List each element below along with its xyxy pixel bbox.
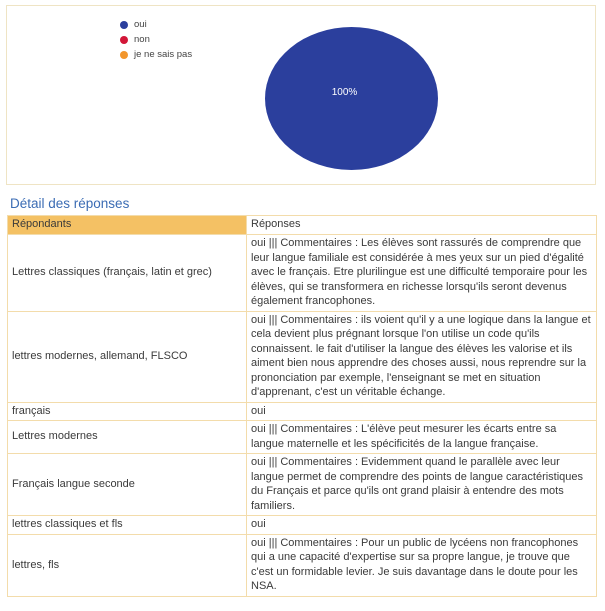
table-header-row: [8, 216, 597, 235]
col-header-reponses: Réponses: [247, 216, 597, 235]
legend-label: je ne sais pas: [134, 49, 193, 60]
pie-data-label: 100%: [331, 87, 358, 98]
col-header-repondants: Répondants: [8, 216, 247, 235]
response-cell: oui ||| Commentaires : L'élève peut mesurer les écarts entre sa langue maternelle et les spécificités de la langue française.: [247, 421, 597, 454]
response-cell: oui: [247, 402, 597, 421]
respondent-cell: lettres, fls: [8, 534, 247, 596]
response-cell: oui ||| Commentaires : ils voient qu'il y a une logique dans la langue et cela devient plus prégnant lorsque l'on utilise un code qu'ils connaissent. le fait d'utiliser la langue des élèves les valorise et ils aiment bien nous apprendre des choses aussi, nous reprendre sur la prononciation par exemple, l'enseignant se met en situation d'apprenant, c'est un véritable échange.: [247, 311, 597, 402]
table-row: [8, 534, 597, 596]
table-row: [8, 235, 597, 312]
respondent-cell: Français langue seconde: [8, 454, 247, 516]
respondent-cell: Lettres classiques (français, latin et grec): [8, 235, 247, 312]
table-row: [8, 402, 597, 421]
table-row: [8, 311, 597, 402]
legend-item: [120, 49, 192, 60]
table-row: [8, 421, 597, 454]
respondent-cell: lettres classiques et fls: [8, 516, 247, 535]
chart-panel: [6, 5, 596, 185]
response-cell: oui ||| Commentaires : Pour un public de lycéens non francophones qui a une capacité d'expertise sur sa propre langue, je trouve que c'est un formidable levier. Je suis davantage dans le doute pour les NSA.: [247, 534, 597, 596]
table-row: [8, 516, 597, 535]
respondent-cell: Lettres modernes: [8, 421, 247, 454]
responses-tbody: [8, 235, 597, 597]
table-row: [8, 454, 597, 516]
legend-swatch-icon: [120, 51, 128, 59]
legend-swatch-icon: [120, 36, 128, 44]
response-cell: oui ||| Commentaires : Evidemment quand le parallèle avec leur langue permet de comprendre des points de langue caractéristiques du Français et parce qu'ils ont grand plaisir à entendre des mots familiers.: [247, 454, 597, 516]
chart-legend: [120, 19, 192, 64]
legend-label: non: [134, 34, 150, 45]
response-cell: oui ||| Commentaires : Les élèves sont rassurés de comprendre que leur langue familiale est considérée à mes yeux sur un pied d'égalité avec le français. Etre plurilingue est une difficulté temporaire pour les élèves, qui se transformera en richesse lorsqu'ils seront devenus également francophones.: [247, 235, 597, 312]
legend-label: oui: [134, 19, 147, 30]
legend-item: [120, 19, 192, 30]
pie-slice-oui: [265, 27, 438, 170]
section-title: Détail des réponses: [10, 196, 130, 211]
legend-swatch-icon: [120, 21, 128, 29]
respondent-cell: lettres modernes, allemand, FLSCO: [8, 311, 247, 402]
response-cell: oui: [247, 516, 597, 535]
respondent-cell: français: [8, 402, 247, 421]
responses-table: [7, 215, 597, 597]
legend-item: [120, 34, 192, 45]
